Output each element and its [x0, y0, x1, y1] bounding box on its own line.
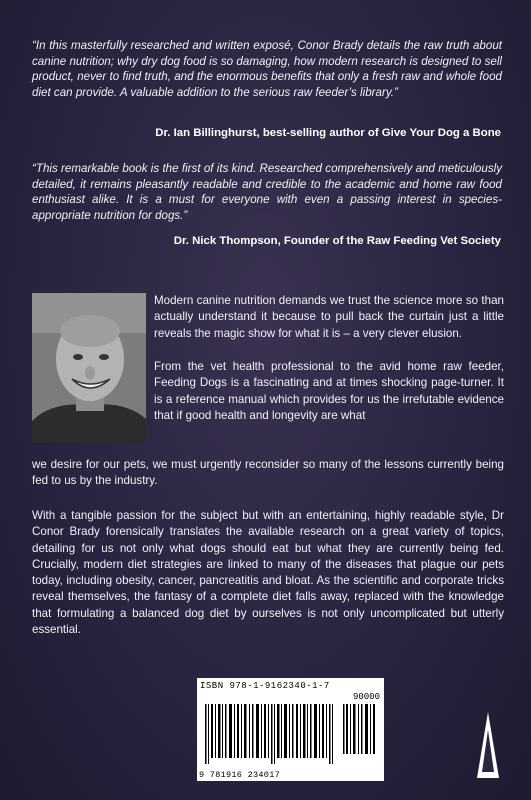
- isbn-barcode: [197, 678, 384, 781]
- author-photo: [32, 293, 146, 443]
- author-portrait-icon: [32, 293, 146, 443]
- endorsement-author-1: Dr. Ian Billinghurst, best-selling author of Give Your Dog a Bone: [155, 127, 501, 139]
- barcode-bars-icon: [203, 692, 379, 766]
- endorsement-quote-2: “This remarkable book is the first of its kind. Researched comprehensively and meticulously detailed, it remains pleasantly readable and credible to the academic and home raw food enthusiast alike. It is a must for everyone with even a passing interest in species- appropriate nutrition for dogs.”: [32, 162, 502, 223]
- description-paragraph-1: Modern canine nutrition demands we trust the science more so than actually understand it because to pull back the curtain just a little reveals the magic show for what it is – a very clever elusion.: [154, 294, 504, 340]
- description-paragraph-2-continued: we desire for our pets, we must urgently reconsider so many of the lessons currently being fed to us by the industry.: [32, 458, 504, 488]
- description-paragraph-2: From the vet health professional to the avid home raw feeder, Feeding Dogs is a fascinating and at times shocking page-turner. It is a reference manual which provides for us the irrefutable evidence that if good health and longevity are what: [154, 360, 504, 422]
- price-code: 90000: [352, 692, 380, 702]
- description-paragraph-3: With a tangible passion for the subject but with an entertaining, highly readable style, Dr Conor Brady forensically translates the available research on a great variety of topics, detailing for us not only what dogs should eat but what they are currently being fed. Crucially, modern diet strategies are linked to many of the diseases that plague our pets today, including obesity, cancer, pancreatitis and bloat. As the scientific and corporate tricks reveal themselves, the fantasy of a complete diet falls away, replaced with the knowledge that formulating a balanced dog diet by ourselves is not only uncomplicated but utterly essential.: [32, 509, 504, 637]
- isbn-label: ISBN 978-1-9162340-1-7: [200, 681, 330, 691]
- endorsement-quote-1: “In this masterfully researched and written exposé, Conor Brady details the raw truth about canine nutrition; why dry dog food is so damaging, how modern research is designed to sell product, never to find truth, and the enormous benefits that only a fresh raw and whole food diet can provide. A valuable addition to the serious raw feeder’s library.”: [32, 39, 502, 100]
- publisher-logo-icon: [475, 710, 501, 780]
- barcode-digits: 9 781916 234017: [199, 770, 281, 780]
- endorsement-author-2: Dr. Nick Thompson, Founder of the Raw Feeding Vet Society: [173, 235, 501, 247]
